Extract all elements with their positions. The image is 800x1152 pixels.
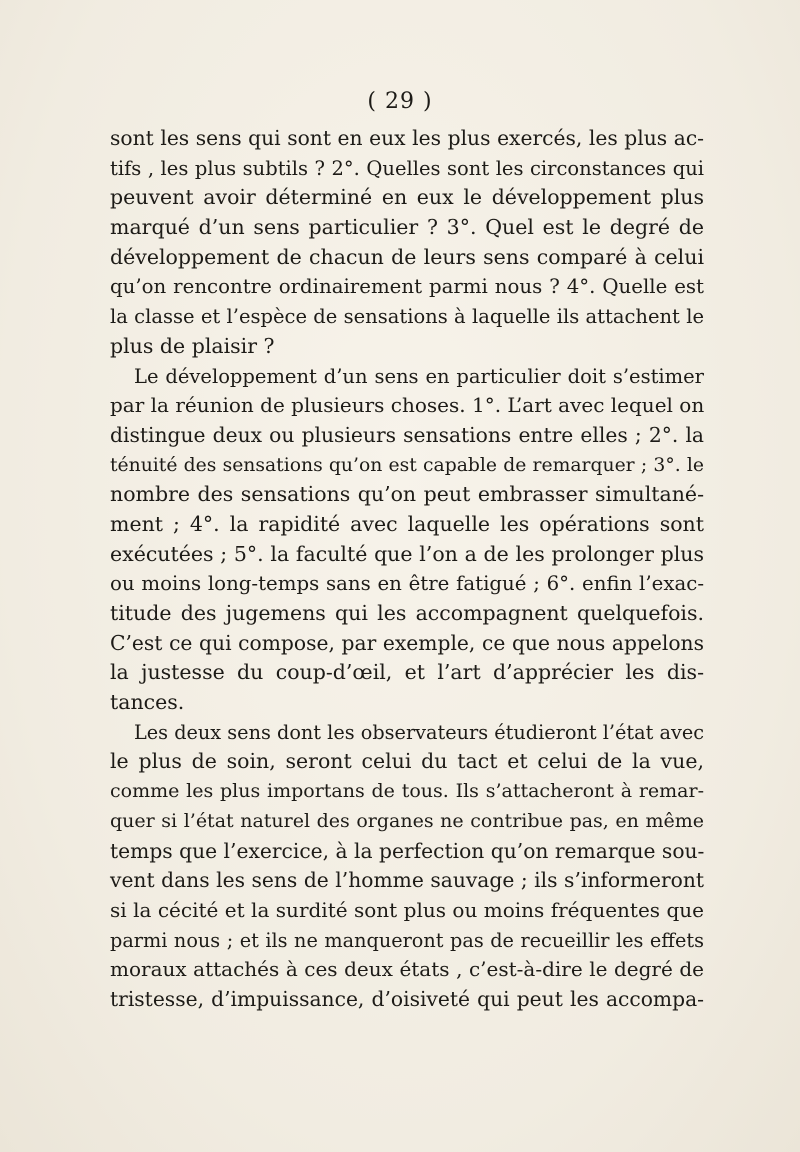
text-line: ténuité des sensations qu’on est capable de remarquer ; 3°. le — [110, 454, 704, 476]
text-line: tifs , les plus subtils ? 2°. Quelles sont les circonstances qui — [110, 156, 704, 180]
text-line: le plus de soin, seront celui du tact et celui de la vue, — [110, 749, 704, 774]
text-line: la classe et l’espèce de sensations à laquelle ils attachent le — [110, 305, 704, 329]
text-line: qu’on rencontre ordinairement parmi nous ? 4°. Quelle est — [110, 275, 704, 299]
text-line: tristesse, d’impuissance, d’oisiveté qui peut les accompa- — [110, 986, 704, 1011]
text-line: tances. — [110, 690, 185, 715]
text-line: Les deux sens dont les observateurs étudieront l’état avec — [134, 720, 704, 744]
text-line: titude des jugemens qui les accompagnent quelquefois. — [110, 601, 704, 625]
text-line: plus de plaisir ? — [110, 333, 275, 358]
text-line: exécutées ; 5°. la faculté que l’on a de les prolonger plus — [110, 541, 704, 566]
paragraph-2 — [110, 362, 704, 718]
text-line: la justesse du coup-d’œil, et l’art d’apprécier les dis- — [110, 660, 704, 685]
text-line: temps que l’exercice, à la perfection qu’on remarque sou- — [110, 838, 705, 863]
text-line: peuvent avoir déterminé en eux le développement plus — [110, 185, 704, 210]
text-line: sont les sens qui sont en eux les plus exercés, les plus ac- — [110, 126, 704, 150]
text-line: quer si l’état naturel des organes ne contribue pas, en même — [110, 809, 704, 832]
text-line: si la cécité et la surdité sont plus ou moins fréquentes que — [110, 897, 704, 922]
page-number: ( 29 ) — [367, 89, 433, 114]
text-line: vent dans les sens de l’homme sauvage ; ils s’informeront — [110, 868, 704, 893]
paragraph-1 — [110, 124, 704, 362]
text-line: ment ; 4°. la rapidité avec laquelle les opérations sont — [110, 511, 704, 536]
text-line: distingue deux ou plusieurs sensations entre elles ; 2°. la — [110, 422, 704, 447]
text-line: développement de chacun de leurs sens comparé à celui — [110, 244, 704, 269]
paragraph-3 — [110, 718, 704, 1015]
text-line: marqué d’un sens particulier ? 3°. Quel est le degré de — [110, 215, 704, 240]
body-text — [110, 124, 704, 1015]
text-line: parmi nous ; et ils ne manqueront pas de recueillir les effets — [110, 928, 704, 952]
text-line: ou moins long-temps sans en être fatigué ; 6°. enfin l’exac- — [110, 572, 704, 596]
text-line: comme les plus importans de tous. Ils s’attacheront à remar- — [110, 780, 704, 803]
text-line: par la réunion de plusieurs choses. 1°. L’art avec lequel on — [110, 393, 705, 418]
text-line: Le développement d’un sens en particulier doit s’estimer — [134, 364, 704, 388]
text-line: moraux attachés à ces deux états , c’est-à-dire le degré de — [110, 957, 704, 982]
text-line: C’est ce qui compose, par exemple, ce que nous appelons — [110, 630, 704, 655]
text-line: nombre des sensations qu’on peut embrasser simultané- — [110, 482, 704, 507]
